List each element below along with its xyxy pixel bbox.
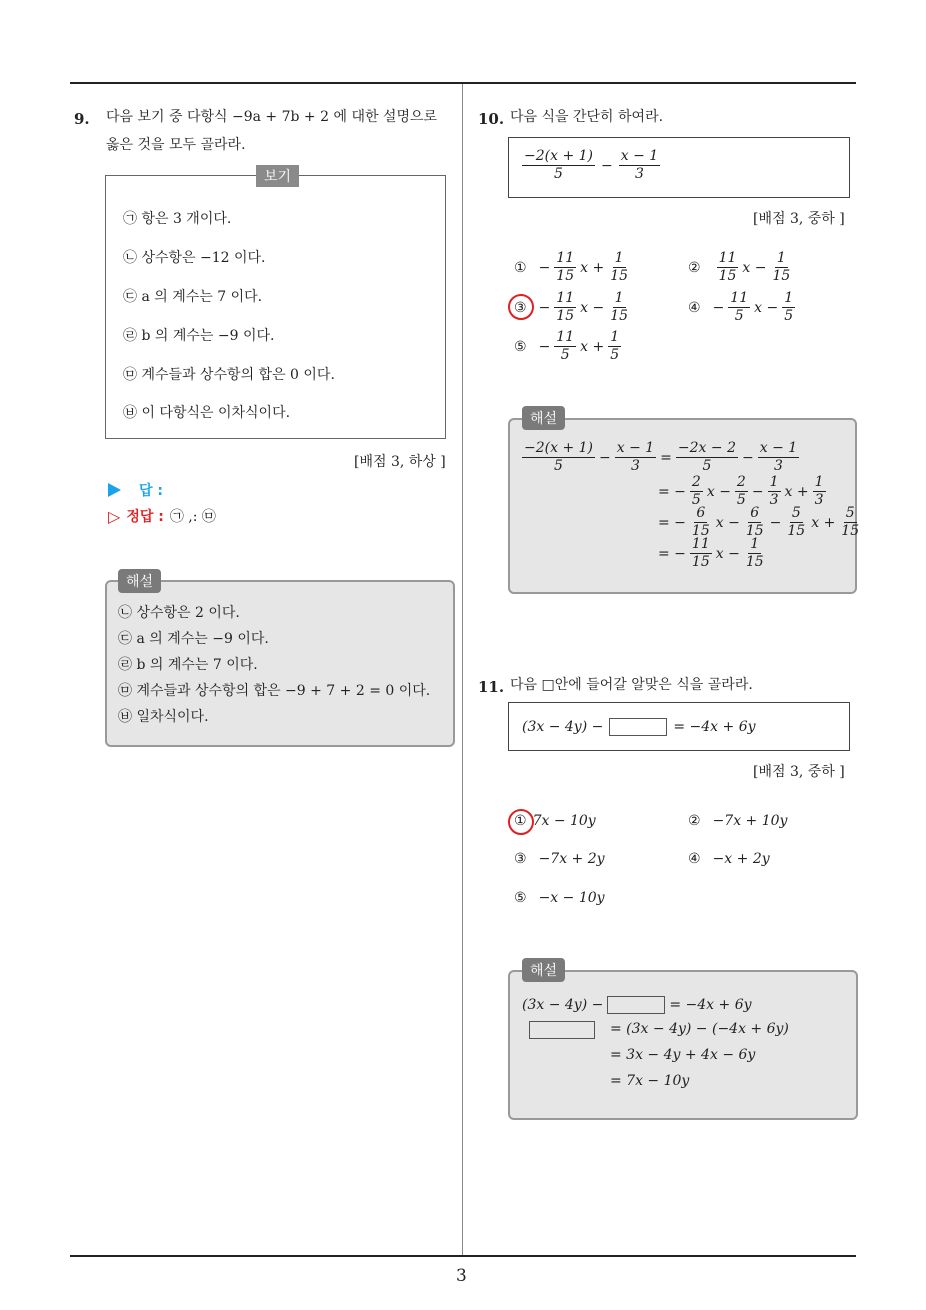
q9-expl-line-1: ㉡ 상수항은 2 이다. bbox=[118, 605, 240, 621]
q9-bogi-item-5: ㉤ 계수들과 상수항의 합은 0 이다. bbox=[123, 367, 335, 383]
q9-bogi-item-4: ㉣ b 의 계수는 −9 이다. bbox=[123, 328, 275, 344]
column-divider bbox=[462, 84, 463, 1256]
q10-frac-1: $\frac{-2(x + 1)}{5}$ bbox=[524, 148, 593, 182]
bottom-rule bbox=[70, 1255, 856, 1257]
q10-number: 10. bbox=[478, 110, 505, 128]
q11-blank-box bbox=[609, 718, 667, 736]
q11-text: 다음 □안에 들어갈 알맞은 식을 골라라. bbox=[510, 677, 753, 693]
q10-choice-5[interactable]: ⑤ − $\frac{11}{5}$ x + $\frac{1}{5}$ bbox=[514, 329, 620, 363]
q10-choice-1[interactable]: ① − $\frac{11}{15}$ x + $\frac{1}{15}$ bbox=[514, 250, 629, 284]
q11-choice-3[interactable]: ③ −7x + 2y bbox=[514, 851, 605, 867]
q11-sol-line-4: = 7x − 10y bbox=[610, 1073, 690, 1089]
q9-answer-row bbox=[108, 480, 163, 500]
q10-explanation-label: 해설 bbox=[522, 406, 565, 430]
q10-correct-marker-circle bbox=[508, 294, 534, 320]
q10-sol-line-2: = − $\frac{2}{5}$ x − $\frac{2}{5}$ − $\frac{1}{3}$ x + $\frac{1}{3}$ bbox=[658, 474, 824, 508]
q9-number: 9. bbox=[74, 110, 90, 128]
q9-expl-line-4: ㉤ 계수들과 상수항의 합은 −9 + 7 + 2 = 0 이다. bbox=[118, 683, 431, 699]
q9-bogi-item-6: ㉥ 이 다항식은 이차식이다. bbox=[123, 405, 291, 421]
q11-choice-4[interactable]: ④ −x + 2y bbox=[688, 851, 770, 867]
q11-choice-2[interactable]: ② −7x + 10y bbox=[688, 813, 788, 829]
q9-bogi-label: 보기 bbox=[256, 165, 299, 187]
q11-sol-line-2: = (3x − 4y) − (−4x + 6y) bbox=[610, 1021, 789, 1037]
page-number: 3 bbox=[456, 1266, 467, 1286]
q11-choice-1[interactable]: ① 7x − 10y bbox=[514, 813, 596, 829]
q10-score: [배점 3, 중하 ] bbox=[753, 211, 845, 227]
q9-explanation-label: 해설 bbox=[118, 569, 161, 593]
q10-expression-box bbox=[508, 137, 850, 198]
q9-bogi-item-3: ㉢ a 의 계수는 7 이다. bbox=[123, 289, 263, 305]
q9-expl-line-5: ㉥ 일차식이다. bbox=[118, 709, 209, 725]
q11-sol-line-1: (3x − 4y) − = −4x + 6y bbox=[522, 997, 752, 1013]
q10-sol-line-3: = − $\frac{6}{15}$ x − $\frac{6}{15}$ − $\frac{5}{15}$ x + $\frac{5}{15}$ bbox=[658, 505, 860, 539]
q10-sol-line-4: = − $\frac{11}{15}$ x − $\frac{1}{15}$ bbox=[658, 536, 764, 570]
q9-correct-value: ㉠ ,: ㉤ bbox=[169, 509, 216, 525]
q10-choice-3[interactable]: ③ − $\frac{11}{15}$ x − $\frac{1}{15}$ bbox=[514, 290, 629, 324]
q11-sol-blank-1 bbox=[607, 996, 665, 1014]
q9-correct-row bbox=[108, 506, 216, 526]
q10-op: − bbox=[601, 157, 613, 174]
q10-frac-2: $\frac{x - 1}{3}$ bbox=[620, 148, 659, 182]
q9-score: [배점 3, 하상 ] bbox=[354, 454, 446, 470]
q9-text-line1: 다음 보기 중 다항식 −9a + 7b + 2 에 대한 설명으로 bbox=[106, 109, 438, 125]
q9-expl-line-3: ㉣ b 의 계수는 7 이다. bbox=[118, 657, 258, 673]
q9-bogi-item-1: ㉠ 항은 3 개이다. bbox=[123, 211, 232, 227]
q10-text: 다음 식을 간단히 하여라. bbox=[510, 109, 664, 125]
q9-answer-label: 답 : bbox=[139, 483, 163, 499]
q11-score: [배점 3, 중하 ] bbox=[753, 764, 845, 780]
q11-explanation-label: 해설 bbox=[522, 958, 565, 982]
q11-expr-left: (3x − 4y) − bbox=[522, 719, 604, 735]
q11-expression-box bbox=[508, 702, 850, 751]
top-rule bbox=[70, 82, 856, 84]
q11-sol-line-3: = 3x − 4y + 4x − 6y bbox=[610, 1047, 756, 1063]
q10-sol-line-1: $\frac{-2(x + 1)}{5}$ − $\frac{x - 1}{3}$ = $\frac{-2x - 2}{5}$ − $\frac{x - 1}{3}$ bbox=[524, 440, 798, 474]
outline-play-icon: ▷ bbox=[108, 506, 121, 526]
q11-choice-5[interactable]: ⑤ −x − 10y bbox=[514, 890, 605, 906]
q9-correct-label: 정답 : bbox=[126, 509, 164, 525]
q9-text-line2: 옳은 것을 모두 골라라. bbox=[106, 137, 246, 153]
play-icon bbox=[108, 483, 121, 497]
q11-explanation-box bbox=[508, 970, 858, 1120]
q11-sol-blank-2 bbox=[529, 1021, 595, 1039]
q9-bogi-item-2: ㉡ 상수항은 −12 이다. bbox=[123, 250, 266, 266]
q10-choice-2[interactable]: ② $\frac{11}{15}$ x − $\frac{1}{15}$ bbox=[688, 250, 791, 284]
q9-expl-line-2: ㉢ a 의 계수는 −9 이다. bbox=[118, 631, 269, 647]
q10-choice-4[interactable]: ④ − $\frac{11}{5}$ x − $\frac{1}{5}$ bbox=[688, 290, 794, 324]
q11-number: 11. bbox=[478, 678, 505, 696]
q11-expr-right: = −4x + 6y bbox=[673, 719, 756, 735]
